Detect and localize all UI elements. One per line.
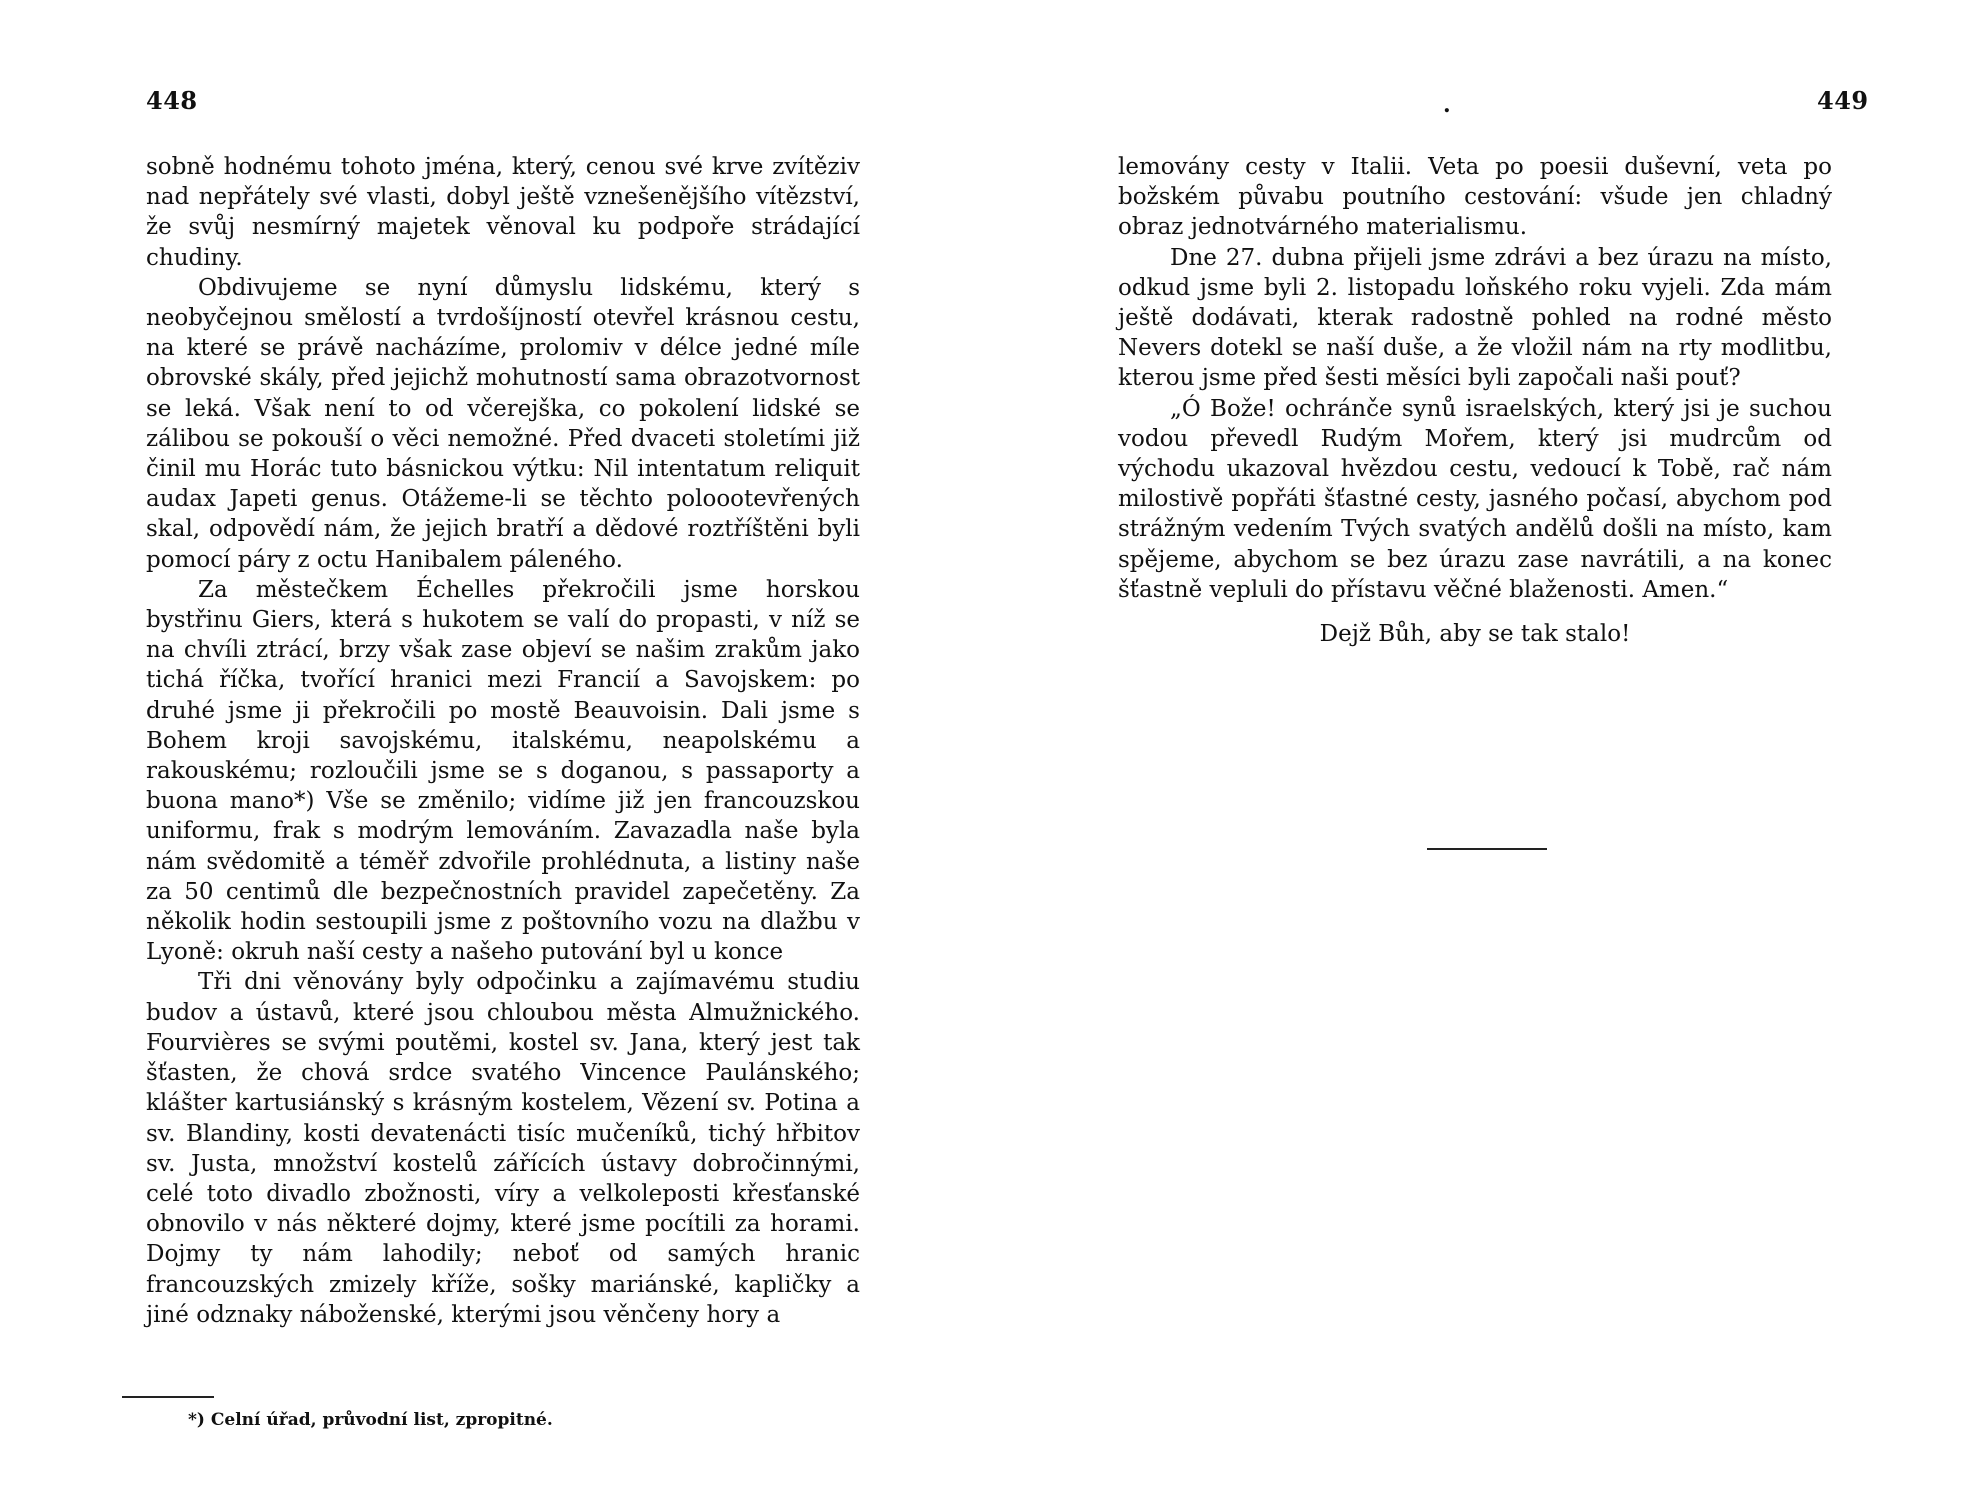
paragraph: Obdivujeme se nyní důmyslu lidskému, který s neobyčejnou smělostí a tvrdošíjností otevřel krásnou cestu, na které se právě nacházíme, prolomiv v délce jedné míle obrovské skály, před jejichž mohutností sama obrazotvornost se leká. Však není to od včerejška, co pokolení lidské se zálibou se pokouší o věci nemožné. Před dvaceti stoletími již činil mu Horác tuto básnickou výtku: Nil intentatum reliquit audax Japeti genus. Otážeme-li se těchto poloootevřených skal, odpovědí nám, že jejich bratří a dědové roztříštěni byli pomocí páry z octu Hanibalem páleného. bbox=[146, 274, 860, 573]
header-mark: . bbox=[1443, 92, 1451, 118]
left-page-body bbox=[146, 152, 860, 1330]
paragraph: Dne 27. dubna přijeli jsme zdrávi a bez úrazu na místo, odkud jsme byli 2. listopadu loňského roku vyjeli. Zda mám ještě dodávati, kterak radostně pohled na rodné město Nevers dotekl se naší duše, a že vložil nám na rty modlitbu, kterou jsme před šesti měsíci byli započali naši pouť? bbox=[1118, 244, 1832, 392]
right-page bbox=[985, 0, 1970, 1501]
page-number-left: 448 bbox=[146, 86, 198, 115]
paragraph: Tři dni věnovány byly odpočinku a zajímavému studiu budov a ústavů, které jsou chloubou města Almužnického. Fourvières se svými poutěmi, kostel sv. Jana, který jest tak šťasten, že chová srdce svatého Vincence Paulánského; klášter kartusiánský s krásným kostelem, Vězení sv. Potina a sv. Blandiny, kosti devatenácti tisíc mučeníků, tichý hřbitov sv. Justa, množství kostelů zářících ústavy dobročinnými, celé toto divadlo zbožnosti, víry a velkoleposti křesťanské obnovilo v nás některé dojmy, které jsme pocítili za horami. Dojmy ty nám lahodily; neboť od samých hranic francouzských zmizely kříže, sošky mariánské, kapličky a jiné odznaky náboženské, kterými jsou věnčeny hory a bbox=[146, 969, 860, 1328]
paragraph: sobně hodnému tohoto jména, který, cenou své krve zvítěziv nad nepřátely své vlasti, dobyl ještě vznešenějšího vítězství, že svůj nesmírný majetek věnoval ku podpoře strádající chudiny. bbox=[146, 154, 860, 271]
closing-line: Dejž Bůh, aby se tak stalo! bbox=[1319, 621, 1631, 648]
footnote-divider bbox=[122, 1396, 214, 1398]
paragraph: lemovány cesty v Italii. Veta po poesii duševní, veta po božském půvabu poutního cestování: všude jen chladný obraz jednotvárného materialismu. bbox=[1118, 154, 1832, 241]
paragraph: Za městečkem Échelles překročili jsme horskou bystřinu Giers, která s hukotem se valí do propasti, v níž se na chvíli ztrácí, brzy však zase objeví se našim zrakům jako tichá říčka, tvořící hranici mezi Francií a Savojskem: po druhé jsme ji překročili po mostě Beauvoisin. Dali jsme s Bohem kroji savojskému, italskému, neapolskému a rakouskému; rozloučili jsme se s doganou, s passaporty a buona mano*) Vše se změnilo; vidíme již jen francouzskou uniformu, frak s modrým lemováním. Zavazadla naše byla nám svědomitě a téměř zdvořile prohlédnuta, a listiny naše za 50 centimů dle bezpečnostních pravidel zapečetěny. Za několik hodin sestoupili jsme z poštovního vozu na dlažbu v Lyoně: okruh naší cesty a našeho putování byl u konce bbox=[146, 576, 860, 966]
right-page-body bbox=[1118, 152, 1832, 649]
footnote: *) Celní úřad, průvodní list, zpropitné. bbox=[188, 1410, 553, 1430]
paragraph: „Ó Bože! ochránče synů israelských, který jsi je suchou vodou převedl Rudým Mořem, který jsi mudrcům od východu ukazoval hvězdou cestu, vedoucí k Tobě, rač nám milostivě popřáti šťastné cesty, jasného počasí, abychom pod strážným vedením Tvých svatých andělů došli na místo, kam spějeme, abychom se bez úrazu zase navrátili, a na konec šťastně vepluli do přístavu věčné blaženosti. Amen.“ bbox=[1118, 395, 1832, 603]
page-number-right: 449 bbox=[1817, 86, 1869, 115]
section-divider bbox=[1427, 848, 1547, 850]
